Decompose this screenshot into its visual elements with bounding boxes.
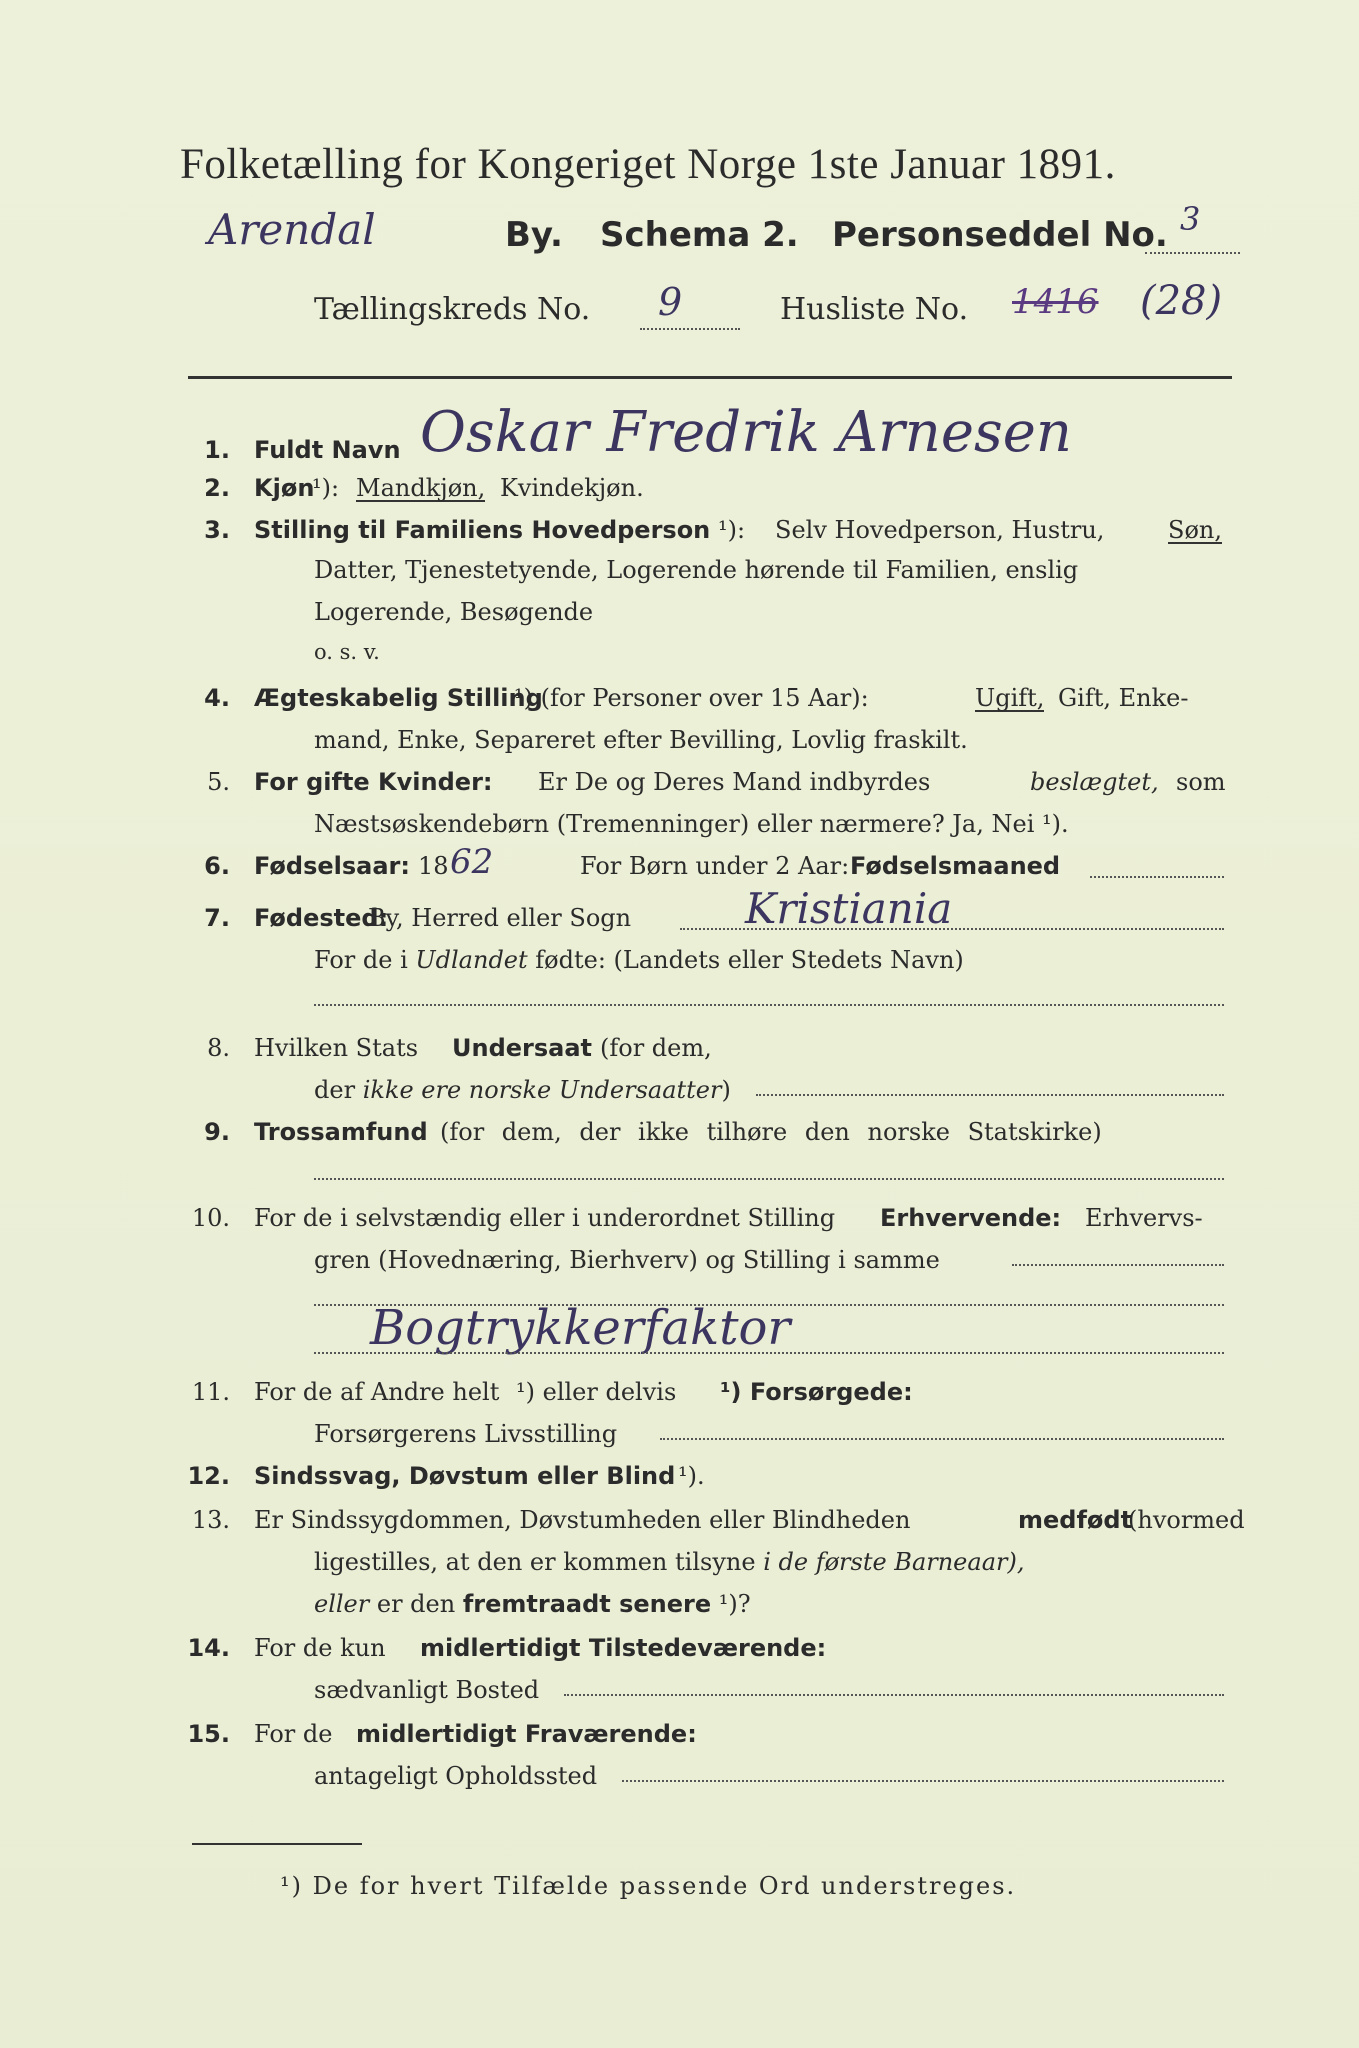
q10-line2: gren (Hovednæring, Bierhverv) og Stilling i samme xyxy=(314,1246,940,1274)
q14-line2: sædvanligt Bosted xyxy=(314,1676,540,1704)
q10-dots-c xyxy=(314,1352,1224,1354)
q10-dots-a xyxy=(1012,1264,1224,1266)
q4-line2: mand, Enke, Separeret efter Bevilling, Lovlig fraskilt. xyxy=(314,726,968,754)
personseddel-value: 3 xyxy=(1180,200,1201,238)
q3-line3: Logerende, Besøgende xyxy=(314,598,594,626)
q15-line2: antageligt Opholdssted xyxy=(314,1762,598,1790)
q6-value: 62 xyxy=(450,842,494,882)
q10-value: Bogtrykkerfaktor xyxy=(370,1300,791,1356)
schema-label: Schema 2. xyxy=(600,215,799,255)
personseddel-dots xyxy=(1145,252,1240,254)
kreds-value: 9 xyxy=(658,280,683,324)
by-label: By. xyxy=(505,215,563,255)
q9-dots xyxy=(314,1178,1224,1180)
footnote-rule xyxy=(192,1843,362,1845)
q15-dots xyxy=(622,1780,1224,1782)
q5-line2: Næstsøskendebørn (Tremenninger) eller nærmere? Ja, Nei ¹). xyxy=(314,810,1069,838)
q7-line2: For de i Udlandet fødte: (Landets eller Stedets Navn) xyxy=(314,946,964,974)
town-handwritten: Arendal xyxy=(208,205,376,254)
q1-value: Oskar Fredrik Arnesen xyxy=(420,400,1072,465)
kreds-label: Tællingskreds No. xyxy=(314,292,591,327)
husliste-label: Husliste No. xyxy=(780,292,969,327)
q7-value: Kristiania xyxy=(745,884,953,933)
form-title: Folketælling for Kongeriget Norge 1ste Januar 1891. xyxy=(180,141,1116,188)
q11-line2: Forsørgerens Livsstilling xyxy=(314,1420,618,1448)
q13-line2: ligestilles, at den er kommen tilsyne i de første Barneaar), xyxy=(314,1548,1025,1576)
q14-dots xyxy=(564,1694,1224,1696)
census-form: Folketælling for Kongeriget Norge 1ste Januar 1891. Arendal By. Schema 2. Personseddel No. 3 Tællingskreds No. 9 Husliste No. 1416 (28) 1. Fuldt Navn Oskar Fredrik Arnesen 2. Kjøn ¹): Mandkjøn, Kvindekjøn. 3. Stilling til Familiens Hovedperson ¹): Selv Hovedperson, Hustru, Søn, Datter, Tjenestetyende, Logerende hørende til Familien, enslig Logerende, Besøgende o. s. v. 4. Ægteskabelig Stilling ¹) (for Personer over 15 Aar): Ugift, Gift, Enke- mand, Enke, Separeret efter Bevilling, Lovlig fraskilt. 5. For gifte Kvinder: Er De og Deres Mand indbyrdes beslægtet, som Næstsøskendebørn (Tremenninger) eller nærmere? Ja, Nei ¹). 6. Fødselsaar: 18 For Børn under 2 Aar: Fødselsmaaned 62 7. Fødested: By, Herred eller Sogn Kristiania For de i Udlandet fødte: (Landets eller Stedets Navn) 8. Hvilken Stats Undersaat (for dem, der ikke ere norske Undersaatter) 9. Trossamfund (for dem, der ikke tilhøre den norske Statskirke) 10. For de i selvstændig eller i underordnet Stilling Erhvervende: Erhvervs- gren (Hovednæring, Bierhverv) og Stilling i samme Bogtrykkerfaktor 11. For de af Andre helt ¹) eller delvis ¹) Forsørgede: Forsørgerens Livsstilling 12. Sindssvag, Døvstum eller Blind ¹). 13. Er Sindssygdommen, Døvstumheden eller Blindheden medfødt (hvormed ligestilles, at den er kommen tilsyne i de første Barneaar), eller er den fremtraadt senere ¹)? 14. For de kun midlertidigt Tilstedeværende: sædvanligt Bosted 15. For de midlertidigt Fraværende: antageligt Opholdssted ¹) De for hvert Tilfælde passende Ord understreges. xyxy=(0,0,1359,2048)
header-rule xyxy=(188,376,1232,379)
personseddel-label: Personseddel No. xyxy=(832,215,1168,255)
q3-line4: o. s. v. xyxy=(314,640,380,664)
q13-line3: eller er den fremtraadt senere ¹)? xyxy=(314,1590,751,1618)
q11-dots xyxy=(660,1438,1224,1440)
husliste-struck: 1416 xyxy=(1012,282,1099,322)
husliste-value: (28) xyxy=(1140,278,1223,324)
footnote: ¹) De for hvert Tilfælde passende Ord understreges. xyxy=(280,1872,1017,1900)
q7-line3-dots xyxy=(314,1004,1224,1006)
q8-dots xyxy=(756,1094,1224,1096)
q3-line2: Datter, Tjenestetyende, Logerende hørende til Familien, enslig xyxy=(314,556,1079,584)
q6-dots xyxy=(1090,876,1224,878)
q8-line2: der ikke ere norske Undersaatter) xyxy=(314,1076,731,1104)
kreds-dots xyxy=(640,328,740,330)
